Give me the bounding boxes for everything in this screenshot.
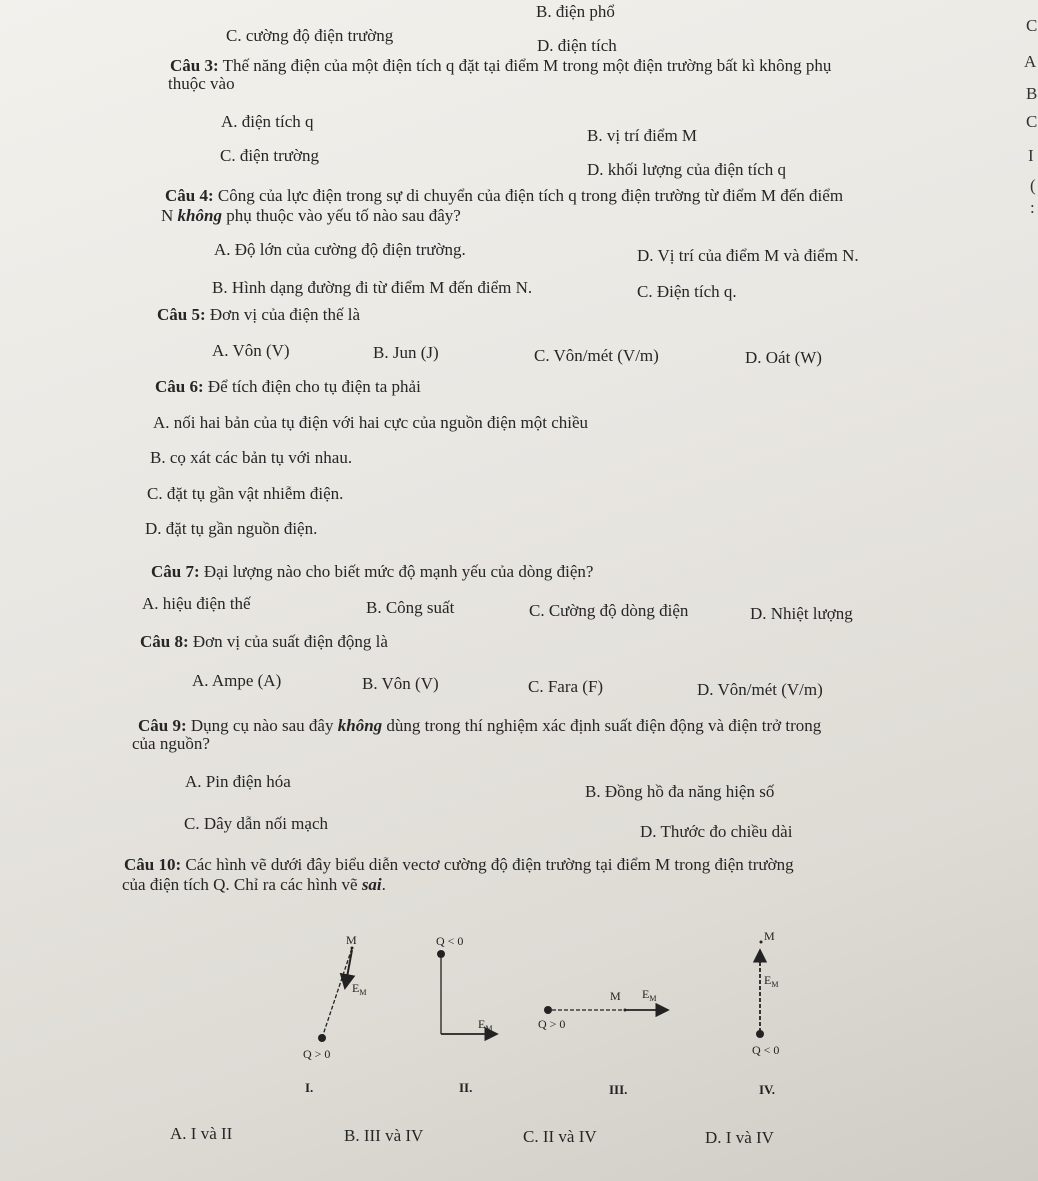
q8-stem: Câu 8: Đơn vị của suất điện động là xyxy=(140,632,388,651)
edge-letter: I xyxy=(1028,146,1034,165)
q7-option-c: C. Cường độ dòng điện xyxy=(529,601,689,620)
fig1-label-q: Q > 0 xyxy=(303,1047,331,1061)
fig1-e-vector xyxy=(345,950,352,988)
q4-stem-line1: Câu 4: Công của lực điện trong sự di chuyển của điện tích q trong điện trường từ điểm M đến điểm xyxy=(165,186,844,205)
fig2-label-e: $E_M$ xyxy=(478,1017,493,1033)
q6-option-b: B. cọ xát các bản tụ với nhau. xyxy=(150,448,353,467)
edge-letter: A xyxy=(1024,52,1037,71)
fig4-label-q: Q < 0 xyxy=(752,1043,780,1057)
edge-letter: C xyxy=(1026,16,1038,35)
edge-letter: ( xyxy=(1030,176,1036,195)
fig1-charge-q xyxy=(318,1034,326,1042)
fig3-number: III. xyxy=(609,1082,628,1097)
q9-option-b: B. Đồng hồ đa năng hiện số xyxy=(585,782,775,801)
fig1-label-e: $E_M$ xyxy=(352,981,367,997)
q7-option-d: D. Nhiệt lượng xyxy=(750,604,853,623)
q10-option-d: D. I và IV xyxy=(705,1128,774,1147)
q4-option-d: D. Vị trí của điểm M và điểm N. xyxy=(637,246,859,265)
q5-option-b: B. Jun (J) xyxy=(373,343,439,362)
q5-option-c: C. Vôn/mét (V/m) xyxy=(534,346,659,365)
q4-option-b: B. Hình dạng đường đi từ điểm M đến điểm N. xyxy=(212,278,533,297)
q3-stem-line1: Câu 3: Thế năng điện của một điện tích q đặt tại điểm M trong một điện trường bất kì không phụ xyxy=(170,56,832,75)
q8-option-b: B. Vôn (V) xyxy=(362,674,439,693)
fig4-label-e: $E_M$ xyxy=(764,973,779,989)
q10-option-c: C. II và IV xyxy=(523,1127,597,1146)
q3-option-d: D. khối lượng của điện tích q xyxy=(587,160,787,179)
fig4-number: IV. xyxy=(759,1082,776,1097)
q7-option-b: B. Công suất xyxy=(366,598,455,617)
fig3-charge-q xyxy=(544,1006,552,1014)
q4-stem-line2: N không phụ thuộc vào yếu tố nào sau đây? xyxy=(161,206,461,225)
q10-option-a: A. I và II xyxy=(170,1124,233,1143)
fig2-charge-q xyxy=(437,950,445,958)
q2-option-c: C. cường độ điện trường xyxy=(226,26,394,45)
figure-3 xyxy=(538,987,668,1097)
q6-option-c: C. đặt tụ gần vật nhiễm điện. xyxy=(147,484,344,503)
q5-option-d: D. Oát (W) xyxy=(745,348,822,367)
fig3-label-q: Q > 0 xyxy=(538,1017,566,1031)
q10-stem-line1: Câu 10: Các hình vẽ dưới đây biểu diễn vectơ cường độ điện trường tại điểm M trong điện trường xyxy=(124,855,794,874)
q2-option-b: B. điện phổ xyxy=(536,2,615,21)
q10-stem-line2: của điện tích Q. Chỉ ra các hình vẽ sai. xyxy=(122,875,386,894)
q5-stem: Câu 5: Đơn vị của điện thế là xyxy=(157,305,361,324)
q3-stem-line2: thuộc vào xyxy=(168,74,235,93)
fig4-label-m: M xyxy=(764,929,775,943)
fig2-number: II. xyxy=(459,1080,473,1095)
q3-option-c: C. điện trường xyxy=(220,146,319,165)
q7-option-a: A. hiệu điện thế xyxy=(142,594,251,613)
q9-option-c: C. Dây dẫn nối mạch xyxy=(184,814,328,833)
fig3-label-m: M xyxy=(610,989,621,1003)
edge-letter: : xyxy=(1030,198,1035,217)
q9-stem-line2: của nguồn? xyxy=(132,734,210,753)
q8-option-d: D. Vôn/mét (V/m) xyxy=(697,680,823,699)
q6-option-a: A. nối hai bản của tụ điện với hai cực của nguồn điện một chiều xyxy=(153,413,589,432)
q4-option-a: A. Độ lớn của cường độ điện trường. xyxy=(214,240,466,259)
q9-stem-line1: Câu 9: Dụng cụ nào sau đây không dùng trong thí nghiệm xác định suất điện động và điện trở trong xyxy=(138,716,822,735)
q3-option-b: B. vị trí điểm M xyxy=(587,126,698,145)
q7-stem: Câu 7: Đại lượng nào cho biết mức độ mạnh yếu của dòng điện? xyxy=(151,562,594,581)
q6-stem: Câu 6: Để tích điện cho tụ điện ta phải xyxy=(155,377,421,396)
q2-option-d: D. điện tích xyxy=(537,36,617,55)
fig3-label-e: $E_M$ xyxy=(642,987,657,1003)
edge-letter: B xyxy=(1026,84,1038,103)
q10-option-b: B. III và IV xyxy=(344,1126,424,1145)
figure-2 xyxy=(436,934,497,1095)
fig1-field-line xyxy=(322,948,352,1038)
edge-letter: C xyxy=(1026,112,1038,131)
figure-4 xyxy=(752,929,779,1097)
fig4-charge-q xyxy=(756,1030,764,1038)
q9-option-a: A. Pin điện hóa xyxy=(185,772,291,791)
fig2-label-q: Q < 0 xyxy=(436,934,464,948)
q5-option-a: A. Vôn (V) xyxy=(212,341,290,360)
q8-option-c: C. Fara (F) xyxy=(528,677,604,696)
q4-option-c: C. Điện tích q. xyxy=(637,282,737,301)
fig4-point-m xyxy=(760,941,763,944)
q6-option-d: D. đặt tụ gần nguồn điện. xyxy=(145,519,318,538)
q3-option-a: A. điện tích q xyxy=(221,112,314,131)
fig1-number: I. xyxy=(305,1080,314,1095)
q8-option-a: A. Ampe (A) xyxy=(192,671,282,690)
fig1-label-m: M xyxy=(346,933,357,947)
figure-1 xyxy=(303,933,366,1095)
q9-option-d: D. Thước đo chiều dài xyxy=(640,822,793,841)
